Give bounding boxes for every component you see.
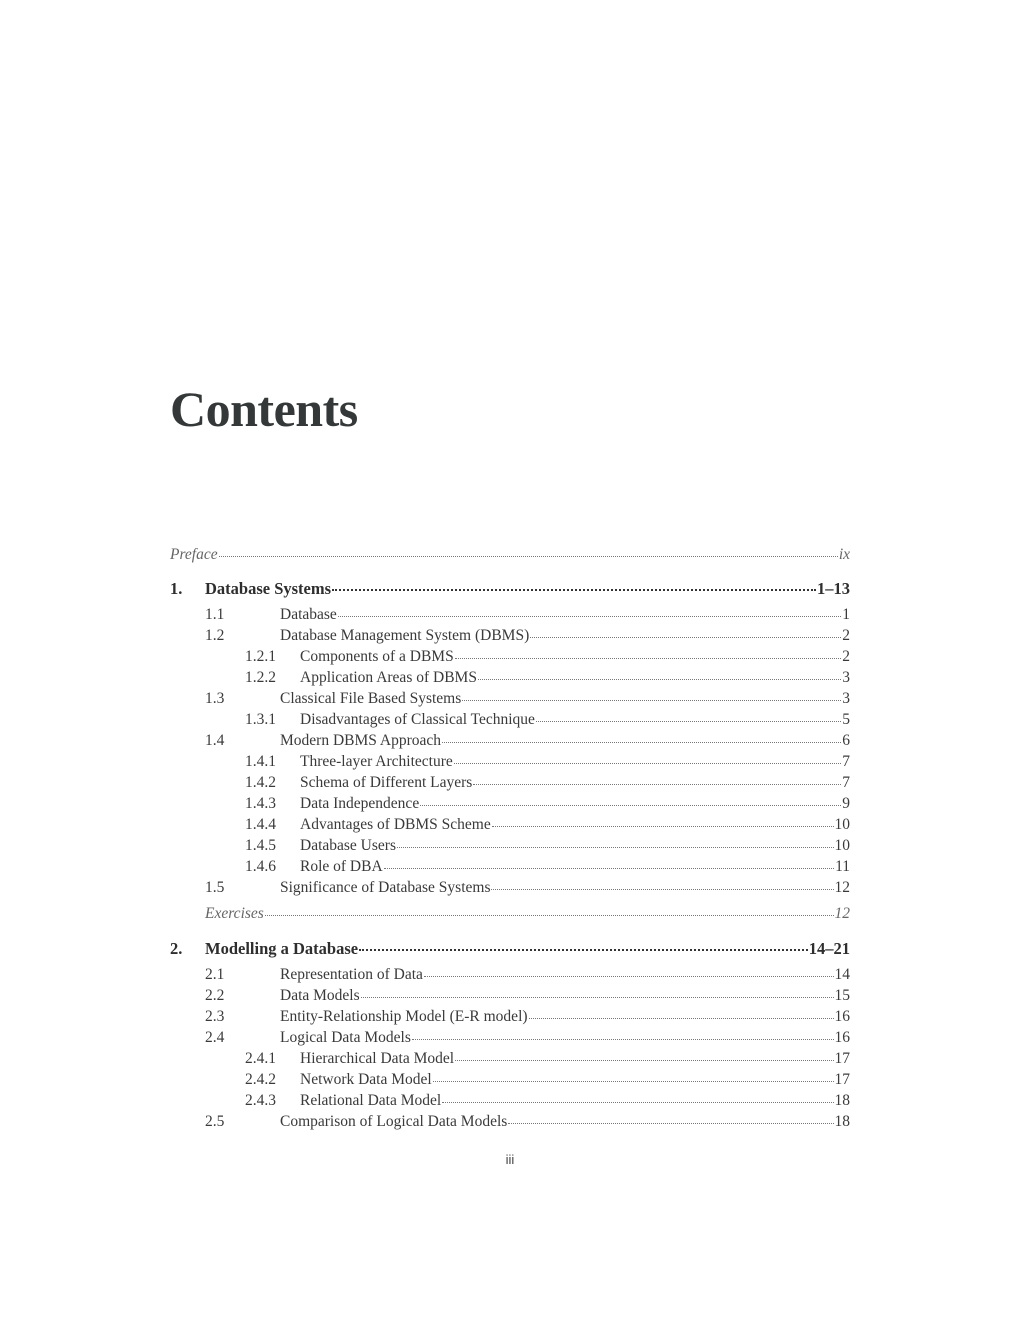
- section-number: 1.4.1: [245, 753, 276, 770]
- section-number: 2.1: [205, 966, 225, 983]
- toc-section[interactable]: [170, 606, 850, 627]
- section-label: Modern DBMS Approach: [280, 732, 442, 749]
- section-number: 2.4.2: [245, 1071, 276, 1088]
- dot-leader: [508, 1123, 833, 1124]
- section-page: 14: [834, 966, 850, 983]
- section-number: 1.4.5: [245, 837, 276, 854]
- section-label: Hierarchical Data Model: [300, 1050, 455, 1067]
- section-number: 1.4.4: [245, 816, 276, 833]
- section-page: 18: [834, 1092, 850, 1109]
- section-number: 1.3.1: [245, 711, 276, 728]
- toc-subsection[interactable]: [170, 711, 850, 732]
- section-page: 5: [842, 711, 850, 728]
- dot-leader: [442, 742, 841, 743]
- section-number: 2.4: [205, 1029, 225, 1046]
- toc-section[interactable]: [170, 732, 850, 753]
- section-label: Significance of Database Systems: [280, 879, 491, 896]
- section-number: 2.4.3: [245, 1092, 276, 1109]
- dot-leader: [359, 949, 808, 951]
- section-page: 10: [834, 816, 850, 833]
- toc-subsection[interactable]: [170, 774, 850, 795]
- chapter-number: 1.: [170, 579, 183, 598]
- toc-subsection[interactable]: [170, 1092, 850, 1113]
- section-label: Comparison of Logical Data Models: [280, 1113, 508, 1130]
- dot-leader: [424, 976, 834, 977]
- toc-chapter[interactable]: [170, 939, 850, 963]
- section-page: 12: [834, 879, 850, 896]
- toc-subsection[interactable]: [170, 816, 850, 837]
- section-label: Data Independence: [300, 795, 420, 812]
- dot-leader: [529, 1018, 834, 1019]
- dot-leader: [454, 763, 841, 764]
- dot-leader: [384, 868, 834, 869]
- section-number: 2.2: [205, 987, 225, 1004]
- toc-section[interactable]: [170, 987, 850, 1008]
- dot-leader: [462, 700, 841, 701]
- section-number: 1.3: [205, 690, 225, 707]
- section-page: 6: [842, 732, 850, 749]
- toc-section[interactable]: [170, 879, 850, 900]
- section-page: 3: [842, 669, 850, 686]
- dot-leader: [455, 1060, 833, 1061]
- toc-subsection[interactable]: [170, 795, 850, 816]
- toc-section[interactable]: [170, 1113, 850, 1134]
- chapter-number: 2.: [170, 939, 183, 958]
- section-label: Database: [280, 606, 337, 623]
- section-page: 1: [842, 606, 850, 623]
- toc-label: Preface: [170, 546, 218, 563]
- toc-section[interactable]: [170, 1008, 850, 1029]
- section-page: 7: [842, 774, 850, 791]
- section-label: Representation of Data: [280, 966, 423, 983]
- dot-leader: [455, 658, 842, 659]
- chapter-title: Database Systems: [205, 579, 332, 598]
- section-label: Advantages of DBMS Scheme: [300, 816, 491, 833]
- section-label: Logical Data Models: [280, 1029, 411, 1046]
- section-label: Relational Data Model: [300, 1092, 442, 1109]
- chapter-pages: 1–13: [817, 579, 850, 598]
- dot-leader: [332, 589, 816, 591]
- section-number: 2.4.1: [245, 1050, 276, 1067]
- section-number: 1.4.3: [245, 795, 276, 812]
- section-page: 16: [834, 1029, 850, 1046]
- section-page: 10: [834, 837, 850, 854]
- dot-leader: [478, 679, 841, 680]
- page-title: Contents: [170, 381, 358, 437]
- dot-leader: [492, 826, 834, 827]
- dot-leader: [420, 805, 841, 806]
- section-label: Three-layer Architecture: [300, 753, 453, 770]
- dot-leader: [536, 721, 841, 722]
- section-number: 2.5: [205, 1113, 225, 1130]
- exercises-page: 12: [834, 905, 850, 922]
- section-label: Data Models: [280, 987, 360, 1004]
- section-page: 9: [842, 795, 850, 812]
- section-page: 16: [834, 1008, 850, 1025]
- section-label: Network Data Model: [300, 1071, 432, 1088]
- section-page: 15: [834, 987, 850, 1004]
- dot-leader: [361, 997, 834, 998]
- exercises-label: Exercises: [205, 905, 264, 922]
- dot-leader: [265, 915, 834, 916]
- section-label: Disadvantages of Classical Technique: [300, 711, 535, 728]
- section-label: Database Management System (DBMS): [280, 627, 530, 644]
- page-number: iii: [505, 1152, 515, 1167]
- section-page: 3: [842, 690, 850, 707]
- section-number: 1.2.2: [245, 669, 276, 686]
- toc-section[interactable]: [170, 1029, 850, 1050]
- section-number: 1.4.2: [245, 774, 276, 791]
- chapter-title: Modelling a Database: [205, 939, 359, 958]
- section-number: 1.2: [205, 627, 225, 644]
- toc-subsection[interactable]: [170, 837, 850, 858]
- toc-subsection[interactable]: [170, 669, 850, 690]
- dot-leader: [338, 616, 841, 617]
- dot-leader: [491, 889, 833, 890]
- section-number: 1.2.1: [245, 648, 276, 665]
- dot-leader: [433, 1081, 834, 1082]
- dot-leader: [397, 847, 834, 848]
- section-page: 2: [842, 627, 850, 644]
- dot-leader: [412, 1039, 834, 1040]
- toc-subsection[interactable]: [170, 753, 850, 774]
- dot-leader: [473, 784, 841, 785]
- toc-subsection[interactable]: [170, 1071, 850, 1092]
- section-number: 2.3: [205, 1008, 225, 1025]
- toc-subsection[interactable]: [170, 648, 850, 669]
- section-number: 1.5: [205, 879, 225, 896]
- toc-chapter[interactable]: [170, 579, 850, 603]
- section-page: 17: [834, 1071, 850, 1088]
- toc-exercises[interactable]: [205, 905, 850, 926]
- toc-page: ix: [838, 546, 850, 563]
- section-label: Classical File Based Systems: [280, 690, 462, 707]
- section-label: Database Users: [300, 837, 396, 854]
- section-label: Schema of Different Layers: [300, 774, 473, 791]
- section-label: Components of a DBMS: [300, 648, 454, 665]
- section-label: Role of DBA: [300, 858, 383, 875]
- dot-leader: [219, 556, 838, 557]
- toc-subsection[interactable]: [170, 1050, 850, 1071]
- chapter-pages: 14–21: [808, 939, 850, 958]
- section-page: 7: [842, 753, 850, 770]
- section-label: Application Areas of DBMS: [300, 669, 477, 686]
- toc-subsection[interactable]: [170, 858, 850, 879]
- dot-leader: [530, 637, 841, 638]
- table-of-contents: [170, 546, 850, 1134]
- section-number: 1.4: [205, 732, 225, 749]
- section-page: 18: [834, 1113, 850, 1130]
- section-page: 11: [835, 858, 850, 875]
- dot-leader: [442, 1102, 833, 1103]
- toc-section[interactable]: [170, 627, 850, 648]
- section-number: 1.4.6: [245, 858, 276, 875]
- section-page: 17: [834, 1050, 850, 1067]
- section-number: 1.1: [205, 606, 225, 623]
- toc-section[interactable]: [170, 690, 850, 711]
- toc-section[interactable]: [170, 966, 850, 987]
- toc-entry-preface[interactable]: [170, 546, 850, 567]
- chapter-list: [170, 579, 850, 1134]
- section-label: Entity-Relationship Model (E-R model): [280, 1008, 528, 1025]
- section-page: 2: [842, 648, 850, 665]
